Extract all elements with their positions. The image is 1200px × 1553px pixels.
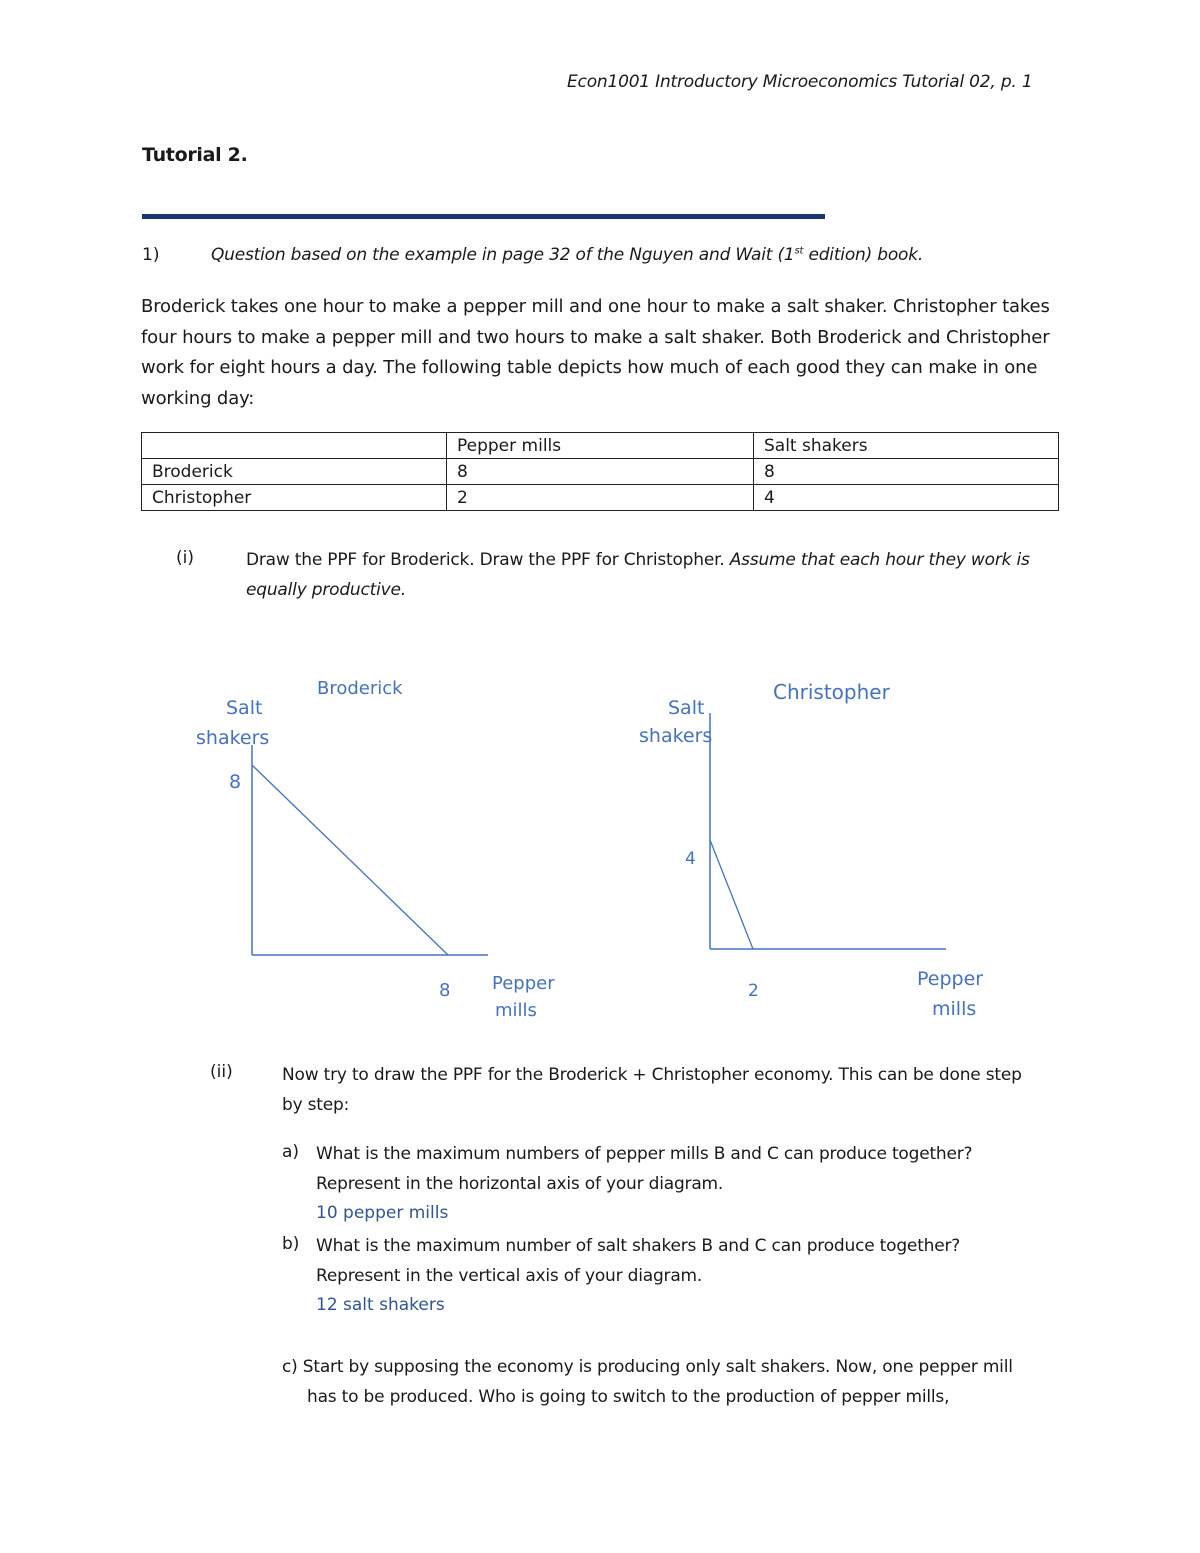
- part-i-text: Draw the PPF for Broderick. Draw the PPF for Christopher. Assume that each hour they work is equally productive.: [246, 550, 1030, 600]
- table-cell: Christopher: [142, 485, 447, 511]
- page-header: Econ1001 Introductory Microeconomics Tutorial 02, p. 1: [567, 72, 1033, 92]
- christopher-ppf-line: [710, 840, 753, 949]
- christopher-x-label: mills: [932, 998, 977, 1020]
- christopher-x-tick: 2: [748, 981, 759, 1001]
- broderick-y-label: shakers: [196, 727, 270, 749]
- part-c-line1: c) Start by supposing the economy is producing only salt shakers. Now, one pepper mill: [282, 1357, 1013, 1377]
- broderick-x-label: Pepper: [492, 973, 555, 994]
- christopher-y-label: shakers: [639, 725, 713, 747]
- page-title: Tutorial 2.: [142, 144, 248, 166]
- broderick-ppf-line: [252, 765, 448, 955]
- table-cell: 8: [754, 459, 1059, 485]
- christopher-chart-title: Christopher: [773, 680, 890, 704]
- part-a-answer: 10 pepper mills: [316, 1203, 449, 1223]
- table-cell: 4: [754, 485, 1059, 511]
- christopher-y-tick: 4: [685, 849, 696, 869]
- part-a-marker: a): [282, 1142, 300, 1162]
- table-cell: Pepper mills: [447, 433, 754, 459]
- broderick-chart-title: Broderick: [317, 678, 403, 699]
- broderick-x-tick: 8: [439, 980, 451, 1001]
- part-i-marker: (i): [176, 548, 194, 568]
- part-c-line2: has to be produced. Who is going to switch to the production of pepper mills,: [307, 1387, 950, 1407]
- part-b-marker: b): [282, 1234, 300, 1254]
- part-ii-text: Now try to draw the PPF for the Broderick + Christopher economy. This can be done step by step:: [282, 1065, 1022, 1115]
- table-cell: 8: [447, 459, 754, 485]
- table-cell: Salt shakers: [754, 433, 1059, 459]
- christopher-ppf-chart: [710, 713, 946, 949]
- question-source: Question based on the example in page 32 of the Nguyen and Wait (1st edition) book.: [211, 245, 924, 265]
- part-a-text: What is the maximum numbers of pepper mills B and C can produce together? Represent in the horizontal axis of your diagram.: [316, 1144, 973, 1194]
- part-b-answer: 12 salt shakers: [316, 1295, 445, 1315]
- table-cell: Broderick: [142, 459, 447, 485]
- broderick-x-label: mills: [495, 1000, 537, 1021]
- question-paragraph: Broderick takes one hour to make a pepper mill and one hour to make a salt shaker. Christopher takes four hours to make a pepper mill and two hours to make a salt shaker. Both Broderick and Christopher work for eight hours a day. The following table depicts how much of each good they can make in one working day:: [141, 296, 1050, 409]
- broderick-ppf-chart: [252, 745, 488, 955]
- broderick-y-tick: 8: [229, 771, 242, 793]
- part-b-text: What is the maximum number of salt shakers B and C can produce together? Represent in the vertical axis of your diagram.: [316, 1236, 961, 1286]
- table-cell: 2: [447, 485, 754, 511]
- question-number: 1): [142, 245, 160, 265]
- christopher-y-label: Salt: [668, 697, 705, 719]
- broderick-y-label: Salt: [226, 697, 263, 719]
- christopher-x-label: Pepper: [917, 968, 984, 990]
- part-ii-marker: (ii): [210, 1062, 233, 1082]
